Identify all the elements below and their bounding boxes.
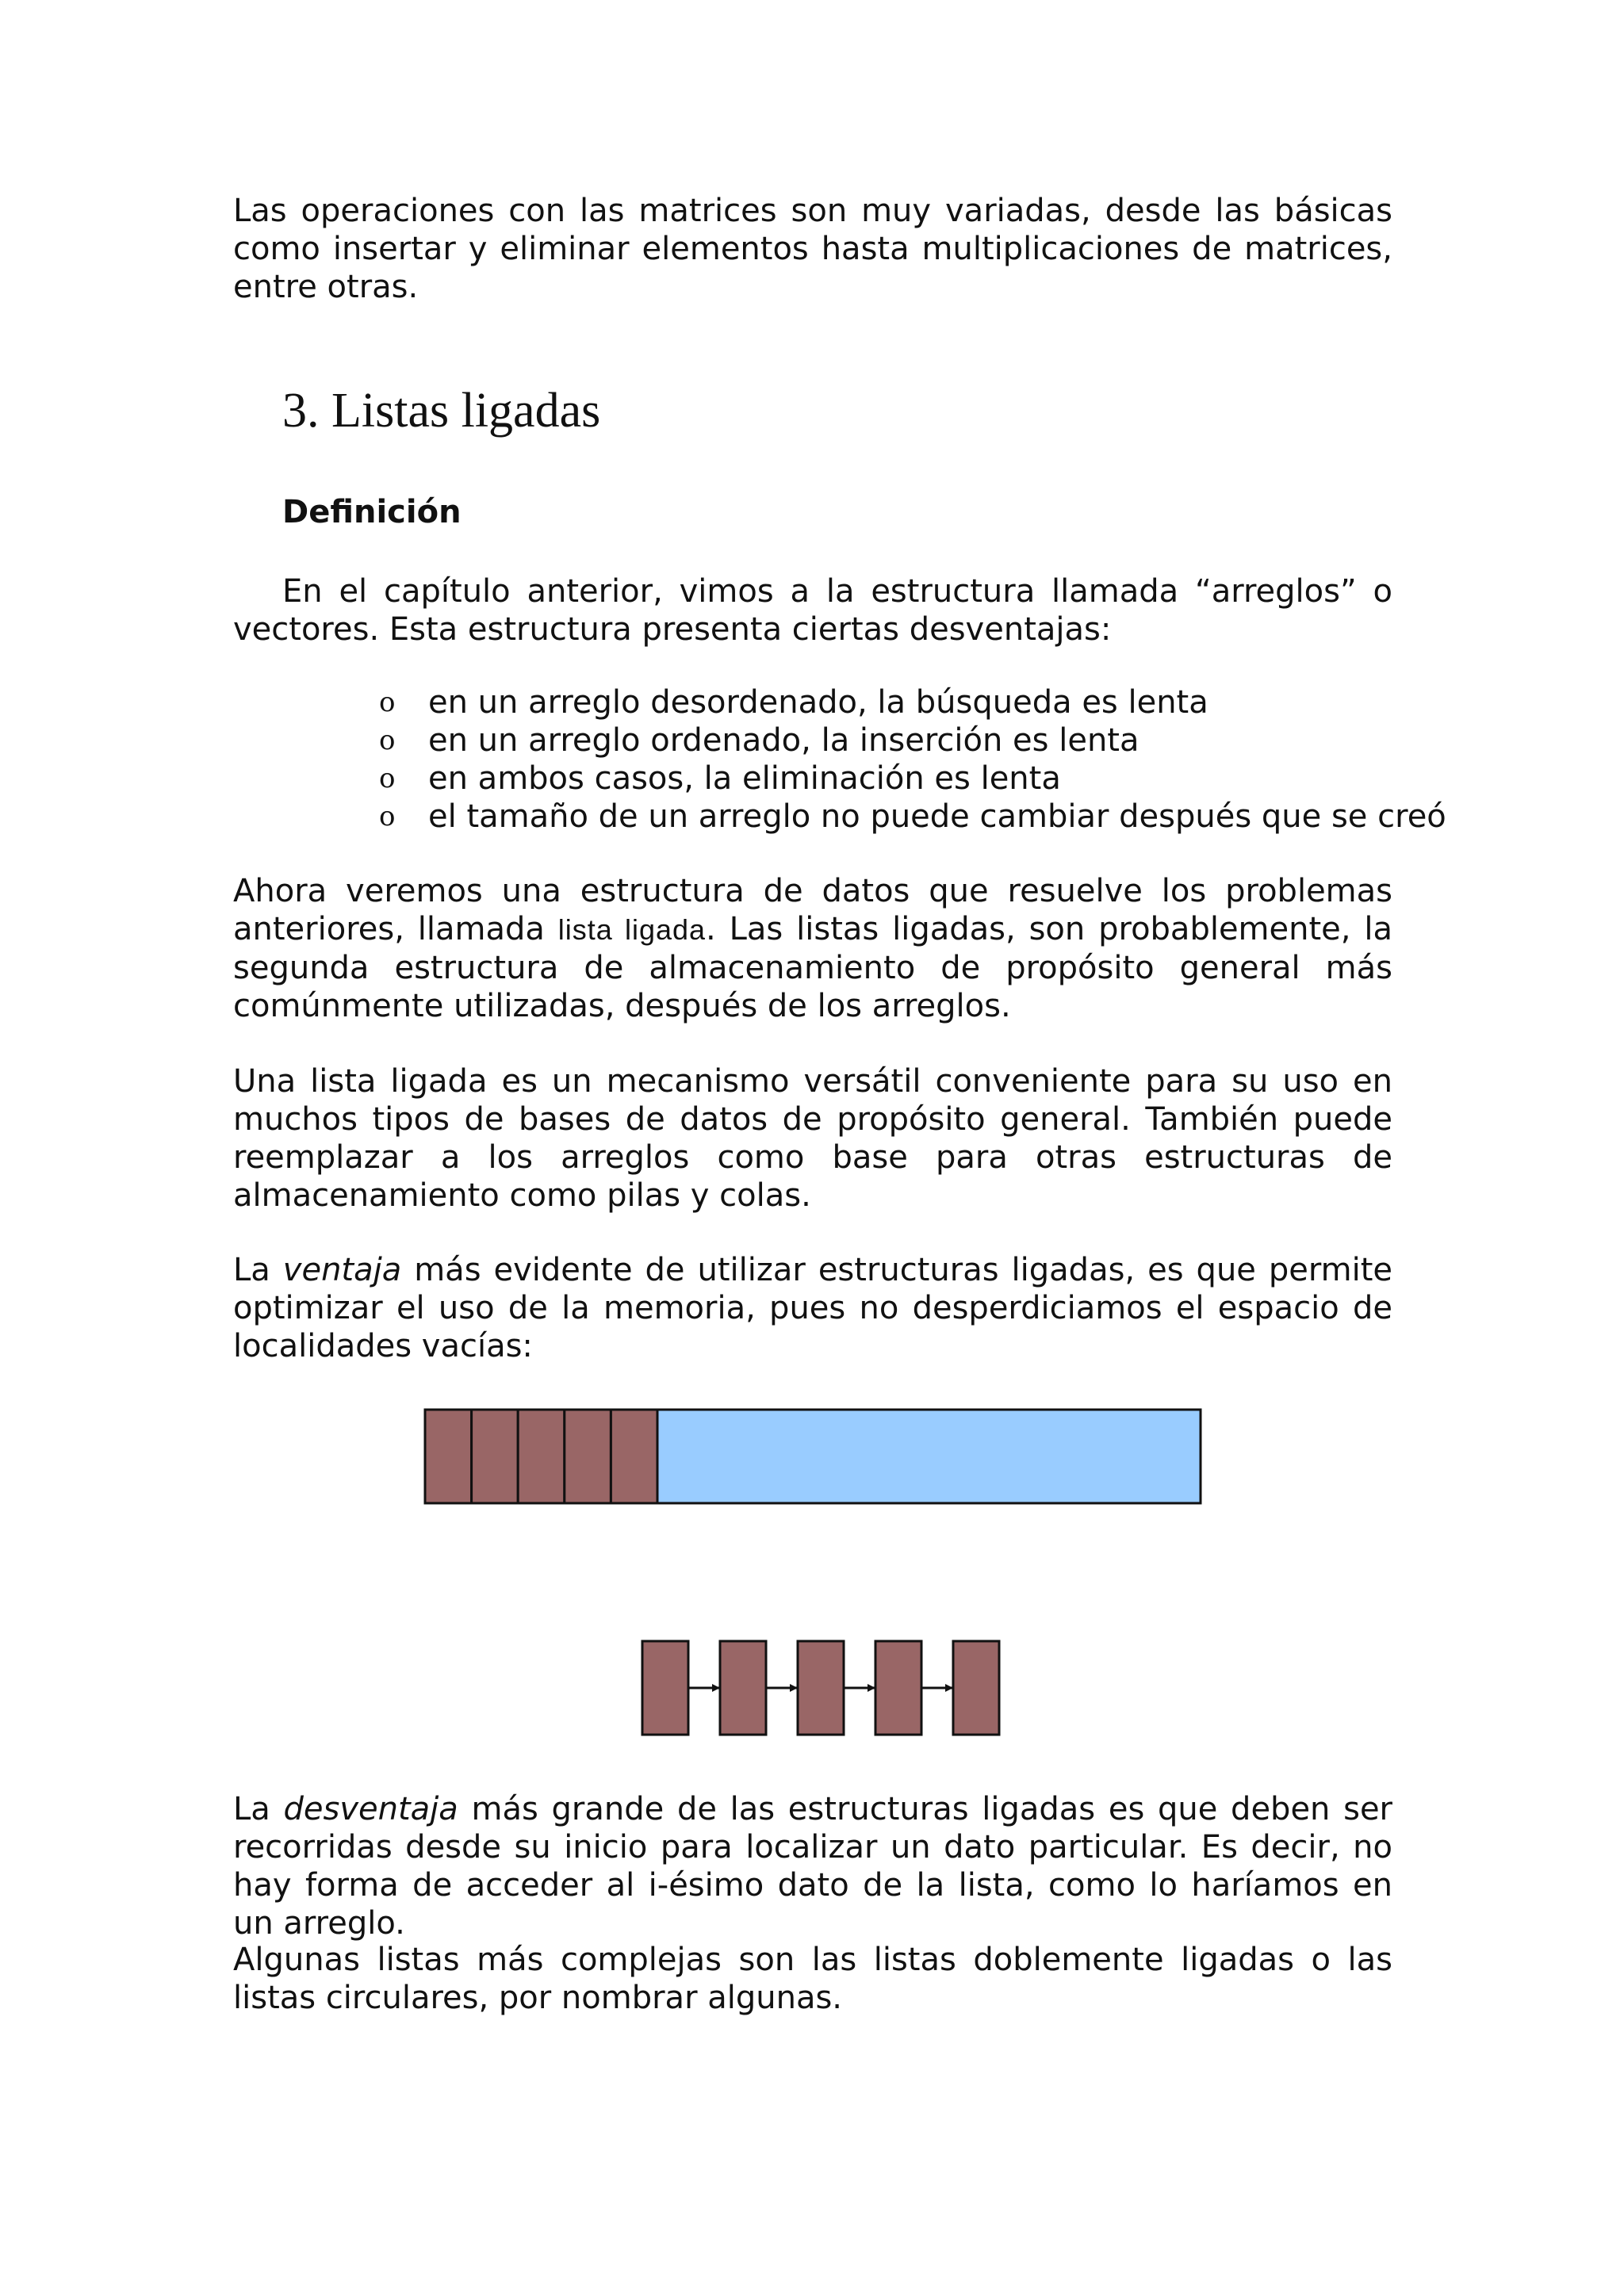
array-cell [611,1410,657,1503]
bullet-marker: o [379,725,396,756]
linked-list-text-before: Ahora veremos una estructura de datos que resuelve los problemas anteriores, llamada [233,873,1392,947]
bullet-marker: o [379,801,396,832]
list-node [642,1641,688,1735]
linked-list-term: lista ligada [557,913,707,946]
array-cell [472,1410,519,1503]
array-cell [565,1410,611,1503]
disadvantage-text-before: La [233,1791,284,1827]
array-cell [425,1410,472,1503]
disadvantage-paragraph [233,1790,1392,1942]
advantage-text-after: más evidente de utilizar estructuras ligadas, es que permite optimizar el uso de la memoria, pues no desperdiciamos el espacio de localidades vacías: [233,1252,1392,1364]
used-memory-cells [425,1410,657,1503]
list-item-text: el tamaño de un arreglo no puede cambiar después que se creó [428,798,1446,835]
definition-text: En el capítulo anterior, vimos a la estructura llamada “arreglos” o vectores. Esta estructura presenta ciertas desventajas: [233,573,1392,648]
disadvantage-text-after: más grande de las estructuras ligadas es que deben ser recorridas desde su inicio para localizar un dato particular. Es decir, no hay forma de acceder al i-ésimo dato de la lista, como lo haríamos en un arreglo. [233,1791,1392,1942]
list-node [875,1641,921,1735]
list-item-text: en un arreglo ordenado, la inserción es lenta [428,722,1139,759]
definition-subtitle: Definición [282,494,462,530]
list-node [798,1641,844,1735]
complex-lists-paragraph: Algunas listas más complejas son las listas doblemente ligadas o las listas circulares, por nombrar algunas. [233,1942,1392,2016]
intro-paragraph: Las operaciones con las matrices son muy variadas, desde las básicas como insertar y eliminar elementos hasta multiplicaciones de matrices, entre otras. [233,193,1392,305]
advantage-text-before: La [233,1252,283,1288]
list-node [720,1641,766,1735]
bullet-marker: o [379,687,396,718]
list-node [953,1641,999,1735]
list-item-text: en un arreglo desordenado, la búsqueda es lenta [428,684,1208,721]
disadvantage-emphasis: desventaja [283,1791,458,1827]
linked-list-text-after: . Las listas ligadas, son probablemente, la segunda estructura de almacenamiento de propósito general más comúnmente utilizadas, después de los arreglos. [233,911,1392,1024]
mechanism-paragraph: Una lista ligada es un mecanismo versátil conveniente para su uso en muchos tipos de bases de datos de propósito general. También puede reemplazar a los arreglos como base para otras estructuras de almacenamiento como pilas y colas. [233,1063,1392,1214]
array-block [425,1410,1201,1503]
list-item-text: en ambos casos, la eliminación es lenta [428,760,1061,797]
bullet-marker: o [379,763,396,794]
section-title: 3. Listas ligadas [282,384,601,438]
advantage-emphasis: ventaja [282,1252,402,1288]
linked-list-diagram [642,1641,999,1735]
array-cell [518,1410,565,1503]
